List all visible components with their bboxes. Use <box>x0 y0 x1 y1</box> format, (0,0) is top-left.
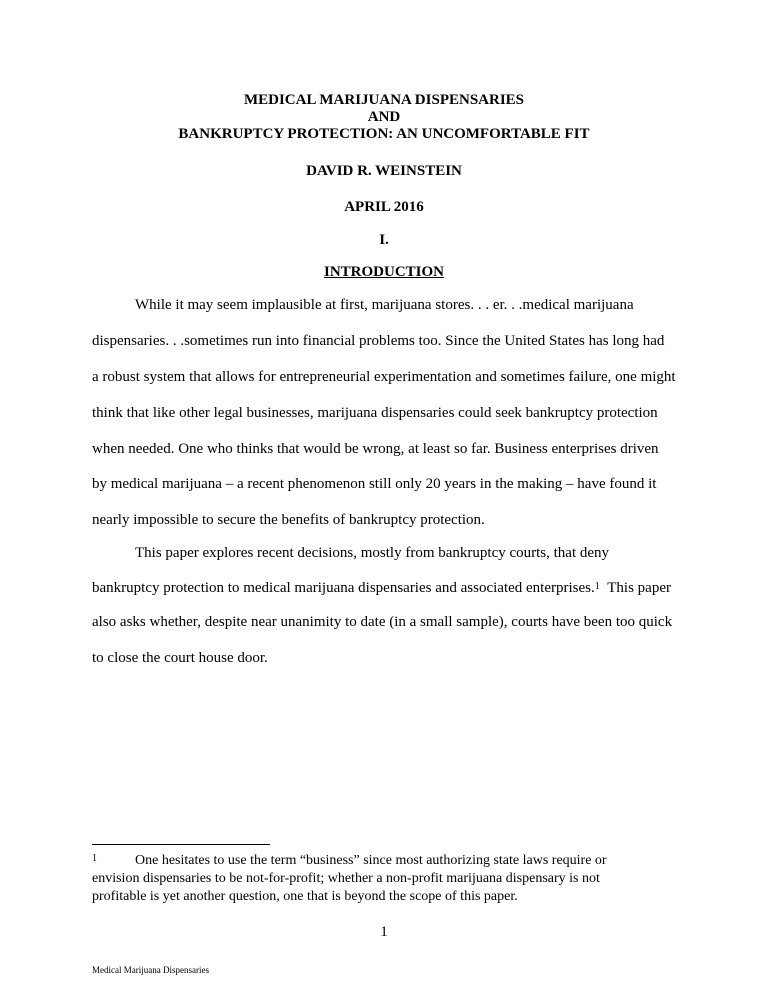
body-line: This paper explores recent decisions, mostly from bankruptcy courts, that deny <box>135 545 610 561</box>
section-heading: INTRODUCTION <box>323 264 444 280</box>
body-line: a robust system that allows for entrepreneurial experimentation and sometimes failure, one might <box>92 369 676 385</box>
date: APRIL 2016 <box>344 199 424 215</box>
page-number: 1 <box>380 924 388 940</box>
body-text: This paper <box>607 580 671 596</box>
section-number: I. <box>379 232 389 248</box>
body-line: While it may seem implausible at first, marijuana stores. . . er. . .medical marijuana <box>135 297 634 313</box>
body-line: to close the court house door. <box>92 650 268 666</box>
body-line: also asks whether, despite near unanimity to date (in a small sample), courts have been too quick <box>92 614 673 630</box>
footnote-line: envision dispensaries to be not-for-profit; whether a non-profit marijuana dispensary is not <box>92 871 600 886</box>
body-line: think that like other legal businesses, marijuana dispensaries could seek bankruptcy protection <box>92 405 658 421</box>
footnote-line: profitable is yet another question, one that is beyond the scope of this paper. <box>92 889 518 904</box>
body-line-with-footnote <box>92 579 671 599</box>
footnote-line: One hesitates to use the term “business” since most authorizing state laws require or <box>135 853 607 868</box>
body-line: by medical marijuana – a recent phenomenon still only 20 years in the making – have found it <box>92 476 657 492</box>
body-line: when needed. One who thinks that would be wrong, at least so far. Business enterprises driven <box>92 441 659 457</box>
footnote-reference: 1 <box>594 581 600 592</box>
body-text: bankruptcy protection to medical marijuana dispensaries and associated enterprises. <box>92 580 595 596</box>
author: DAVID R. WEINSTEIN <box>306 163 462 179</box>
body-line: nearly impossible to secure the benefits of bankruptcy protection. <box>92 512 485 528</box>
title-line-3: BANKRUPTCY PROTECTION: AN UNCOMFORTABLE FIT <box>178 126 590 142</box>
running-footer: Medical Marijuana Dispensaries <box>92 965 209 975</box>
title-line-2: AND <box>367 109 401 125</box>
footnote-separator <box>92 844 270 845</box>
title-line-1: MEDICAL MARIJUANA DISPENSARIES <box>243 92 525 108</box>
footnote-number: 1 <box>92 853 97 864</box>
body-line: dispensaries. . .sometimes run into financial problems too. Since the United States has long had <box>92 333 665 349</box>
